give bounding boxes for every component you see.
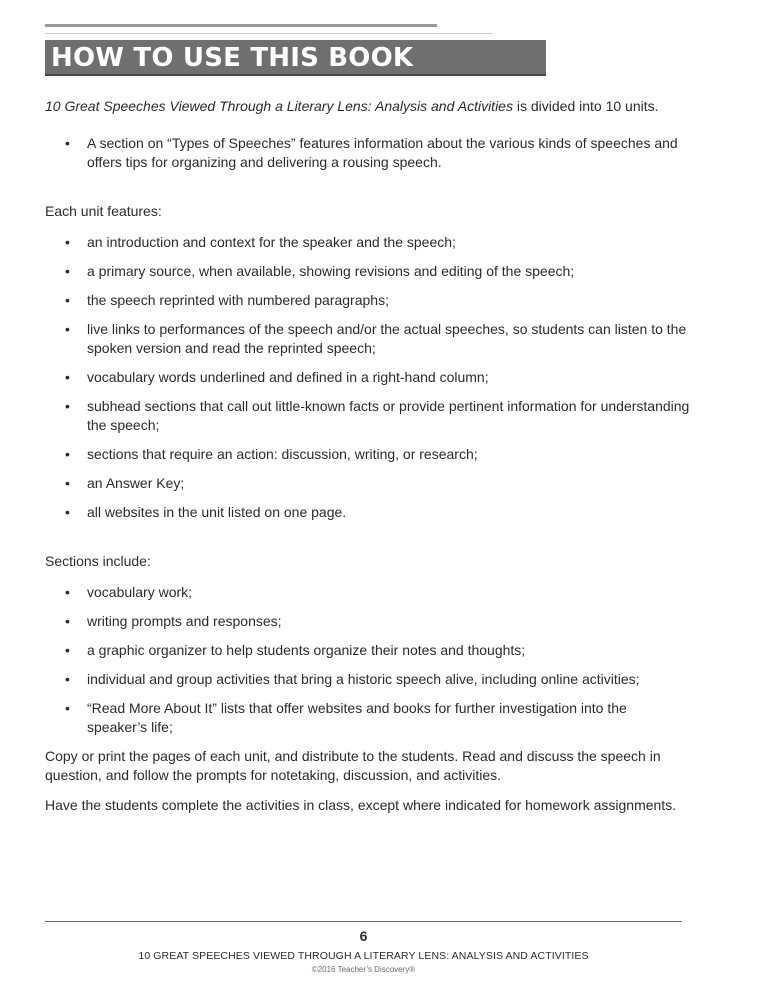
title-banner bbox=[45, 40, 546, 76]
list-item bbox=[45, 641, 690, 660]
list-item-text: the speech reprinted with numbered paragraphs; bbox=[87, 292, 389, 308]
list-item bbox=[45, 474, 690, 493]
intro-paragraph bbox=[45, 97, 690, 116]
list-item bbox=[45, 368, 690, 387]
bullet-icon: • bbox=[65, 292, 70, 308]
list-item bbox=[45, 291, 690, 310]
list-item-text: vocabulary work; bbox=[87, 584, 193, 600]
bullet-icon: • bbox=[65, 446, 70, 462]
bullet-icon: • bbox=[65, 135, 70, 151]
list-item-text: a graphic organizer to help students organize their notes and thoughts; bbox=[87, 642, 526, 658]
list-item-text: an introduction and context for the speaker and the speech; bbox=[87, 234, 456, 250]
sections-list bbox=[45, 583, 690, 737]
unit-features-list bbox=[45, 233, 690, 522]
intro-bullet-list bbox=[45, 134, 690, 172]
intro-rest: is divided into 10 units. bbox=[512, 98, 659, 114]
list-item-text: vocabulary words underlined and defined in a right-hand column; bbox=[87, 369, 489, 385]
bullet-icon: • bbox=[65, 398, 70, 414]
footer-book-title: 10 GREAT SPEECHES VIEWED THROUGH A LITERARY LENS: ANALYSIS AND ACTIVITIES bbox=[138, 950, 589, 962]
unit-features-heading: Each unit features: bbox=[45, 203, 162, 219]
top-rule bbox=[45, 24, 437, 27]
homework-paragraph: Have the students complete the activities in class, except where indicated for homework assignments. bbox=[45, 797, 677, 813]
list-item bbox=[45, 445, 690, 464]
list-item bbox=[45, 699, 690, 737]
list-item bbox=[45, 233, 690, 252]
intro-book-title: 10 Great Speeches Viewed Through a Literary Lens: Analysis and Activities bbox=[45, 98, 513, 114]
bullet-icon: • bbox=[65, 321, 70, 337]
footer-rule bbox=[45, 921, 682, 922]
list-item bbox=[45, 670, 690, 689]
list-item bbox=[45, 262, 690, 281]
list-item-text: subhead sections that call out little-known facts or provide pertinent information for understanding the speech; bbox=[87, 398, 690, 433]
bullet-icon: • bbox=[65, 475, 70, 491]
list-item-text: writing prompts and responses; bbox=[87, 613, 282, 629]
sections-heading: Sections include: bbox=[45, 553, 151, 569]
list-item-text: all websites in the unit listed on one page. bbox=[87, 504, 347, 520]
list-item-text: sections that require an action: discussion, writing, or research; bbox=[87, 446, 478, 462]
instructions-paragraph: Copy or print the pages of each unit, and distribute to the students. Read and discuss the speech in question, and follow the prompts for notetaking, discussion, and activities. bbox=[45, 748, 661, 783]
list-item-text: a primary source, when available, showing revisions and editing of the speech; bbox=[87, 263, 575, 279]
list-item-text: individual and group activities that bring a historic speech alive, including online activities; bbox=[87, 671, 640, 687]
list-item-text: an Answer Key; bbox=[87, 475, 185, 491]
bullet-icon: • bbox=[65, 642, 70, 658]
page-content bbox=[45, 97, 690, 826]
list-item-text: A section on “Types of Speeches” features information about the various kinds of speeches and offers tips for organizing and delivering a rousing speech. bbox=[87, 135, 678, 170]
list-item bbox=[45, 397, 690, 435]
list-item bbox=[45, 583, 690, 602]
page-number: 6 bbox=[359, 928, 368, 944]
bullet-icon: • bbox=[65, 234, 70, 250]
page-title: HOW TO USE THIS BOOK bbox=[51, 43, 414, 73]
bullet-icon: • bbox=[65, 671, 70, 687]
bullet-icon: • bbox=[65, 263, 70, 279]
list-item bbox=[45, 503, 690, 522]
list-item-text: live links to performances of the speech and/or the actual speeches, so students can listen to the spoken version and read the reprinted speech; bbox=[87, 321, 687, 356]
bullet-icon: • bbox=[65, 700, 70, 716]
list-item bbox=[45, 134, 690, 172]
list-item bbox=[45, 612, 690, 631]
footer-copyright: ©2016 Teacher’s Discovery® bbox=[311, 965, 416, 974]
list-item-text: “Read More About It” lists that offer websites and books for further investigation into the speaker’s life; bbox=[87, 700, 627, 735]
list-item bbox=[45, 320, 690, 358]
bullet-icon: • bbox=[65, 613, 70, 629]
bullet-icon: • bbox=[65, 369, 70, 385]
top-rule-thin bbox=[45, 33, 492, 34]
bullet-icon: • bbox=[65, 504, 70, 520]
bullet-icon: • bbox=[65, 584, 70, 600]
